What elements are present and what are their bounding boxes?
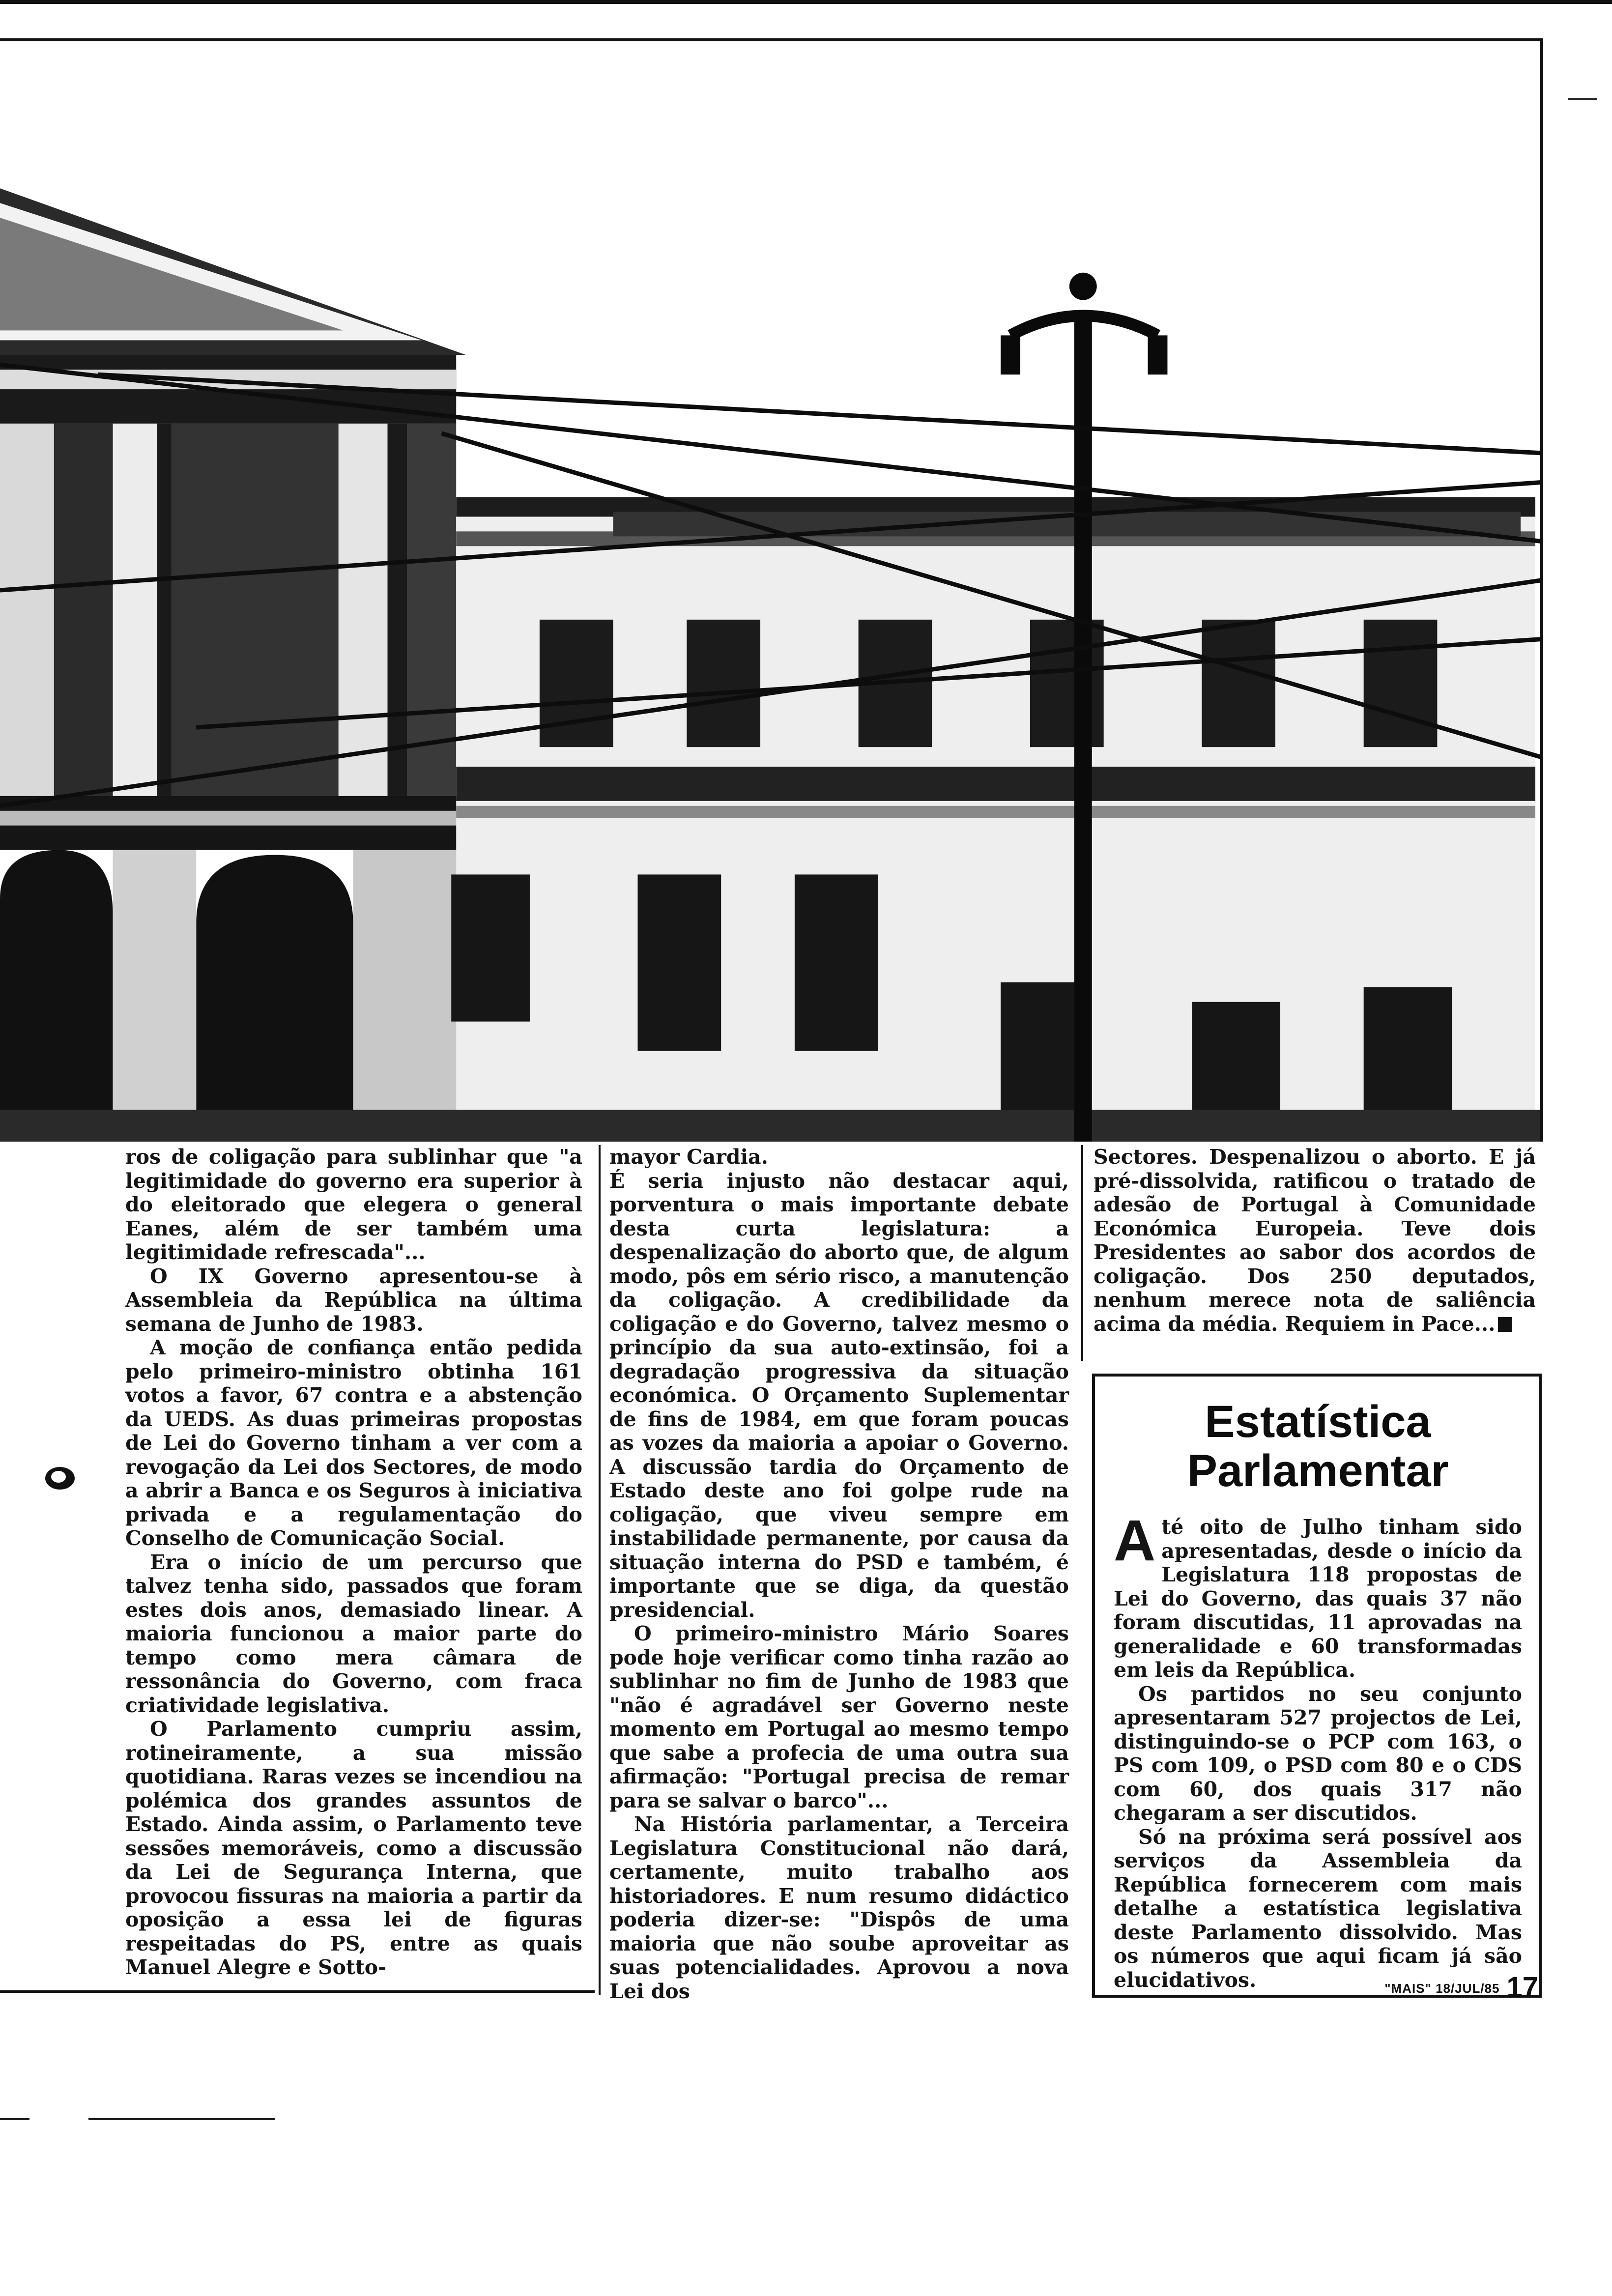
- paragraph: Os partidos no seu conjunto apresentaram 527 projectos de Lei, distinguindo-se o PCP com 163, o PS com 109, o PSD com 80 e o CDS com 60, dos quais 317 não chegaram a ser discutidos.: [1114, 1682, 1522, 1825]
- sidebar-title-line: Parlamentar: [1187, 1446, 1449, 1496]
- statistics-sidebar: [1092, 1374, 1542, 1998]
- page-footer: [1384, 1971, 1538, 2004]
- column-divider: [599, 1145, 601, 1995]
- sidebar-body: [1114, 1508, 1522, 1992]
- paragraph: É seria injusto não destacar aqui, porventura o mais importante debate desta curta legislatura: a despenalização do aborto que, de algum modo, pôs em sério risco, a manutenção da coligação. A credibilidade da coligação e do Governo, talvez mesmo o princípio da sua auto-extinsão, foi a degradação progressiva da situação económica. O Orçamento Suplementar de fins de 1984, em que foram poucas as vozes da maioria a apoiar o Governo. A discussão tardia do Orçamento de Estado deste ano foi golpe rude na coligação, que viveu sempre em instabilidade permanente, por causa da situação interna do PSD e também, é importante que se diga, da questão presidencial.: [609, 1169, 1069, 1622]
- scan-mark: [88, 2118, 275, 2120]
- paragraph: Na História parlamentar, a Terceira Legislatura Constitucional não dará, certamente, muito trabalho aos historiadores. E num resumo didáctico poderia dizer-se: "Dispôs de uma maioria que não soube aproveitar as suas potencialidades. Aprovou a nova Lei dos: [609, 1812, 1069, 2003]
- paragraph: [1094, 1145, 1536, 1336]
- paragraph: O Parlamento cumpriu assim, rotineiramente, a sua missão quotidiana. Raras vezes se incendiou na polémica dos grandes assuntos de Estado. Ainda assim, o Parlamento teve sessões memoráveis, como a discussão da Lei de Segurança Interna, que provocou fissuras na maioria a partir da oposição a essa lei de figuras respeitadas do PS, entre as quais Manuel Alegre e Sotto-: [125, 1717, 582, 1979]
- paragraph: Só na próxima será possível aos serviços da Assembleia da República fornecerem com mais detalhe a estatística legislativa deste Parlamento dissolvido. Mas os números que aqui ficam já são elucidativos.: [1114, 1825, 1522, 1992]
- paragraph: O primeiro-ministro Mário Soares pode hoje verificar como tinha razão ao sublinhar no fim de Junho de 1983 que "não é agradável ser Governo neste momento em Portugal ao mesmo tempo que sabe a profecia de uma outra sua afirmação: "Portugal precisa de remar para se salvar o barco"...: [609, 1622, 1069, 1812]
- paragraph: O IX Governo apresentou-se à Assembleia da República na última semana de Junho de 1983.: [125, 1264, 582, 1336]
- paragraph: [1114, 1508, 1522, 1682]
- end-mark-icon: [1498, 1317, 1512, 1332]
- sidebar-title: [1114, 1397, 1522, 1495]
- paragraph: Era o início de um percurso que talvez tenha sido, passados que foram estes dois anos, demasiado linear. A maioria funcionou a maior parte do tempo como mera câmara de ressonância do Governo, com fraca criatividade legislativa.: [125, 1550, 582, 1717]
- parliament-building-icon: [0, 41, 1540, 1142]
- article-column-2: [609, 1145, 1069, 2003]
- top-border: [0, 0, 1612, 4]
- paragraph-text: té oito de Julho tinham sido apresentadas, desde o início da Legislatura 118 propostas de Lei do Governo, das quais 37 não foram discutidas, 11 aprovadas na generalidade e 60 transformadas em leis da República.: [1114, 1515, 1522, 1682]
- sidebar-title-line: Estatística: [1205, 1397, 1431, 1447]
- paragraph: A moção de confiança então pedida pelo primeiro-ministro obtinha 161 votos a favor, 67 contra e a abstenção da UEDS. As duas primeiras propostas de Lei do Governo tinham a ver com a revogação da Lei dos Sectores, de modo a abrir a Banca e os Seguros à iniciativa privada e a regulamentação do Conselho de Comunicação Social.: [125, 1336, 582, 1550]
- drop-cap: A: [1114, 1508, 1156, 1573]
- paragraph: mayor Cardia.: [609, 1145, 768, 1169]
- paragraph: ros de coligação para sublinhar que "a legitimidade do governo era superior à do eleitorado que elegera o general Eanes, além de ser também uma legitimidade refrescada"...: [125, 1145, 582, 1264]
- binder-hole-icon: [45, 1467, 75, 1490]
- page-number: 17: [1506, 1971, 1538, 2003]
- margin-mark: [1568, 98, 1597, 100]
- column-divider: [1081, 1145, 1083, 1361]
- parliament-photo: [0, 38, 1543, 1142]
- article-column-3: [1094, 1145, 1536, 1351]
- closing-text: Sectores. Despenalizou o aborto. E já pré-dissolvida, ratificou o tratado de adesão de Portugal à Comunidade Económica Europeia. Teve dois Presidentes ao sabor dos acordos de coligação. Dos 250 deputados, nenhum merece nota de saliência acima da média. Requiem in Pace...: [1094, 1145, 1536, 1336]
- publication-date: "MAIS" 18/JUL/85: [1384, 1981, 1500, 1996]
- bottom-rule: [0, 1990, 595, 1993]
- article-column-1: [125, 1145, 582, 1995]
- scan-mark: [0, 2118, 29, 2120]
